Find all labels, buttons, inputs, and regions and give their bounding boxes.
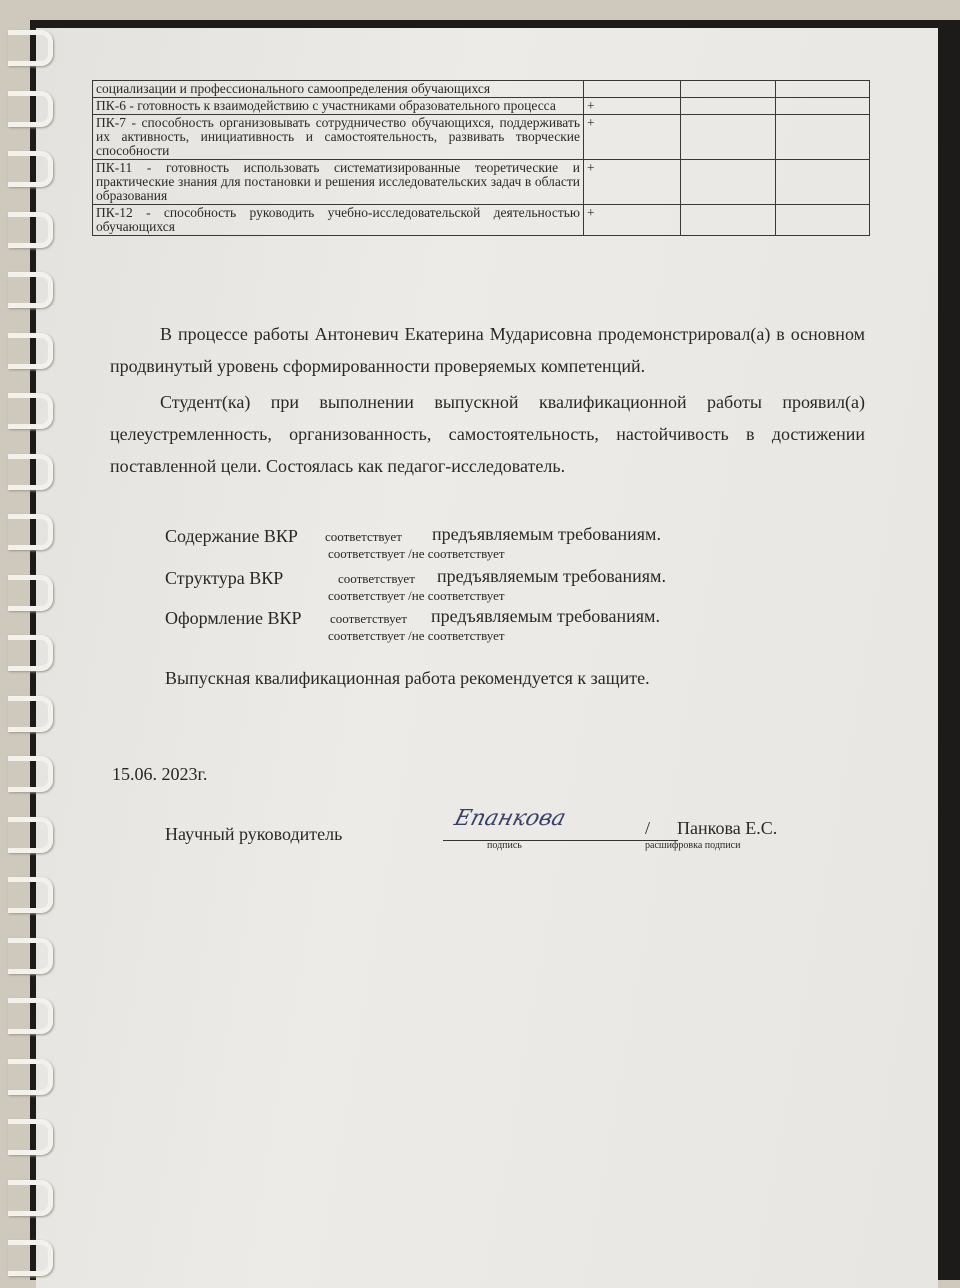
binding-ring bbox=[8, 91, 53, 127]
competency-text: ПК-7 - способность организовывать сотрудничество обучающихся, поддерживать их активность, инициативность и самостоятельность, развивать творческие способности bbox=[93, 115, 584, 160]
name-caption: расшифровка подписи bbox=[645, 840, 741, 851]
criterion-hint: соответствует /не соответствует bbox=[328, 628, 505, 643]
signature-caption: подпись bbox=[487, 840, 522, 851]
empty-cell bbox=[776, 205, 870, 236]
table-row bbox=[93, 81, 870, 98]
table-row bbox=[93, 98, 870, 115]
criterion-requirements: предъявляемым требованиям. bbox=[431, 606, 660, 626]
binding-ring bbox=[8, 514, 53, 550]
binding-ring bbox=[8, 212, 53, 248]
binding-ring bbox=[8, 454, 53, 490]
binding-ring bbox=[8, 393, 53, 429]
empty-cell bbox=[681, 81, 776, 98]
empty-cell bbox=[776, 115, 870, 160]
criterion-value: соответствует bbox=[338, 571, 415, 586]
binding-ring bbox=[8, 877, 53, 913]
binding-ring bbox=[8, 1240, 53, 1276]
binding-ring bbox=[8, 938, 53, 974]
signature-line bbox=[443, 840, 678, 841]
competency-table bbox=[92, 80, 870, 236]
empty-cell bbox=[776, 160, 870, 205]
table-row bbox=[93, 160, 870, 205]
criterion-label: Содержание ВКР bbox=[165, 526, 298, 546]
empty-cell bbox=[776, 98, 870, 115]
binding-ring bbox=[8, 333, 53, 369]
supervisor-role: Научный руководитель bbox=[165, 824, 343, 844]
mark-cell: + bbox=[584, 205, 681, 236]
mark-cell: + bbox=[584, 160, 681, 205]
criterion-hint: соответствует /не соответствует bbox=[328, 588, 505, 603]
binding-ring bbox=[8, 272, 53, 308]
criterion-requirements: предъявляемым требованиям. bbox=[432, 524, 661, 544]
criterion-hint: соответствует /не соответствует bbox=[328, 546, 505, 561]
mark-cell: + bbox=[584, 115, 681, 160]
paragraph-competencies: В процессе работы Антоневич Екатерина Мударисовна продемонстрировал(а) в основном продвинутый уровень сформированности проверяемых компетенций. bbox=[110, 324, 865, 376]
binding-ring bbox=[8, 1059, 53, 1095]
empty-cell bbox=[776, 81, 870, 98]
signer-name: Панкова Е.С. bbox=[677, 818, 778, 838]
competency-text: ПК-12 - способность руководить учебно-исследовательской деятельностью обучающихся bbox=[93, 205, 584, 236]
recommendation-text: Выпускная квалификационная работа рекомендуется к защите. bbox=[165, 668, 650, 688]
paragraph-student-qualities: Студент(ка) при выполнении выпускной квалификационной работы проявил(а) целеустремленность, организованность, самостоятельность, настойчивость в достижении поставленной цели. Состоялась как педагог-исследователь. bbox=[110, 392, 865, 476]
criterion-label: Структура ВКР bbox=[165, 568, 284, 588]
criterion-value: соответствует bbox=[325, 529, 402, 544]
empty-cell bbox=[681, 160, 776, 205]
binding-ring bbox=[8, 30, 53, 66]
binding-ring bbox=[8, 635, 53, 671]
empty-cell bbox=[681, 98, 776, 115]
binding-ring bbox=[8, 756, 53, 792]
empty-cell bbox=[681, 205, 776, 236]
criterion-requirements: предъявляемым требованиям. bbox=[437, 566, 666, 586]
binding-ring bbox=[8, 151, 53, 187]
mark-cell: + bbox=[584, 98, 681, 115]
binding-ring bbox=[8, 696, 53, 732]
binding-ring bbox=[8, 1119, 53, 1155]
binding-ring bbox=[8, 575, 53, 611]
criterion-label: Оформление ВКР bbox=[165, 608, 302, 628]
criterion-value: соответствует bbox=[330, 611, 407, 626]
competency-text: ПК-11 - готовность использовать систематизированные теоретические и практические знания для постановки и решения исследовательских задач в области образования bbox=[93, 160, 584, 205]
empty-cell bbox=[681, 115, 776, 160]
date: 15.06. 2023г. bbox=[112, 764, 208, 784]
binding-ring bbox=[8, 998, 53, 1034]
competency-text: ПК-6 - готовность к взаимодействию с участниками образовательного процесса bbox=[93, 98, 584, 115]
mark-cell bbox=[584, 81, 681, 98]
competency-text: социализации и профессионального самоопределения обучающихся bbox=[93, 81, 584, 98]
binding-ring bbox=[8, 817, 53, 853]
table-row bbox=[93, 205, 870, 236]
table-row bbox=[93, 115, 870, 160]
handwritten-signature: Епанкова bbox=[451, 806, 569, 831]
signature-separator: / bbox=[645, 818, 651, 838]
binding-ring bbox=[8, 1180, 53, 1216]
